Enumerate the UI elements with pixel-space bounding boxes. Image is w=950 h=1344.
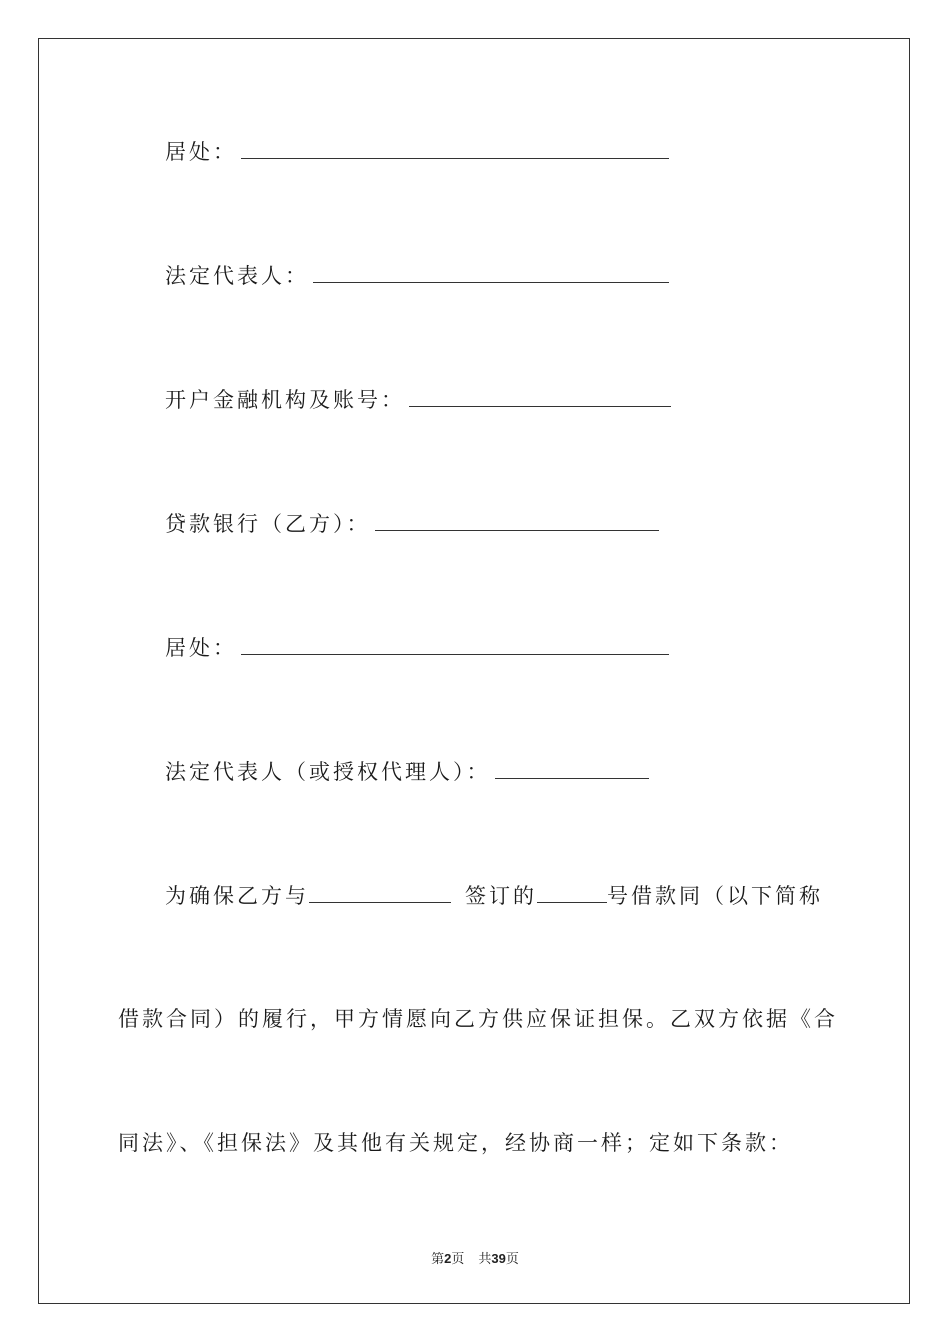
field-address-2 xyxy=(165,632,669,663)
blank-line xyxy=(375,508,659,531)
field-bank-account xyxy=(165,384,671,415)
blank-line xyxy=(409,384,671,407)
field-label: 法定代表人（或授权代理人）： xyxy=(165,760,491,784)
footer-text: 页 xyxy=(451,1252,465,1267)
blank-line xyxy=(537,880,607,903)
field-label: 开户金融机构及账号： xyxy=(165,388,405,412)
field-label: 贷款银行（乙方）： xyxy=(165,512,371,536)
blank-line xyxy=(495,756,649,779)
field-label: 法定代表人： xyxy=(165,264,309,288)
total-pages: 39 xyxy=(491,1251,506,1266)
field-lender xyxy=(165,508,659,539)
footer-text: 页 xyxy=(505,1252,519,1267)
footer-text: 共 xyxy=(478,1252,492,1267)
field-legal-rep-2 xyxy=(165,756,649,787)
blank-line xyxy=(309,880,451,903)
page-number: 2 xyxy=(444,1251,452,1266)
paragraph-text: 签订的 xyxy=(465,884,537,908)
blank-line xyxy=(241,632,669,655)
footer-text: 第 xyxy=(431,1252,445,1267)
blank-line xyxy=(241,136,669,159)
field-legal-rep-1 xyxy=(165,260,669,291)
paragraph-text: 号借款同（以下简称 xyxy=(607,884,823,908)
field-label: 居处： xyxy=(165,140,237,164)
paragraph-text: 为确保乙方与 xyxy=(165,884,309,908)
paragraph-line-2: 借款合同）的履行，甲方情愿向乙方供应保证担保。乙双方依据《合 xyxy=(118,1007,838,1031)
page-footer xyxy=(0,1248,950,1267)
blank-line xyxy=(313,260,669,283)
field-address-1 xyxy=(165,136,669,167)
page-border xyxy=(38,38,910,1304)
field-label: 居处： xyxy=(165,636,237,660)
paragraph-line-3: 同法》、《担保法》及其他有关规定，经协商一样；定如下条款： xyxy=(118,1131,793,1155)
paragraph-line-1 xyxy=(165,880,823,911)
